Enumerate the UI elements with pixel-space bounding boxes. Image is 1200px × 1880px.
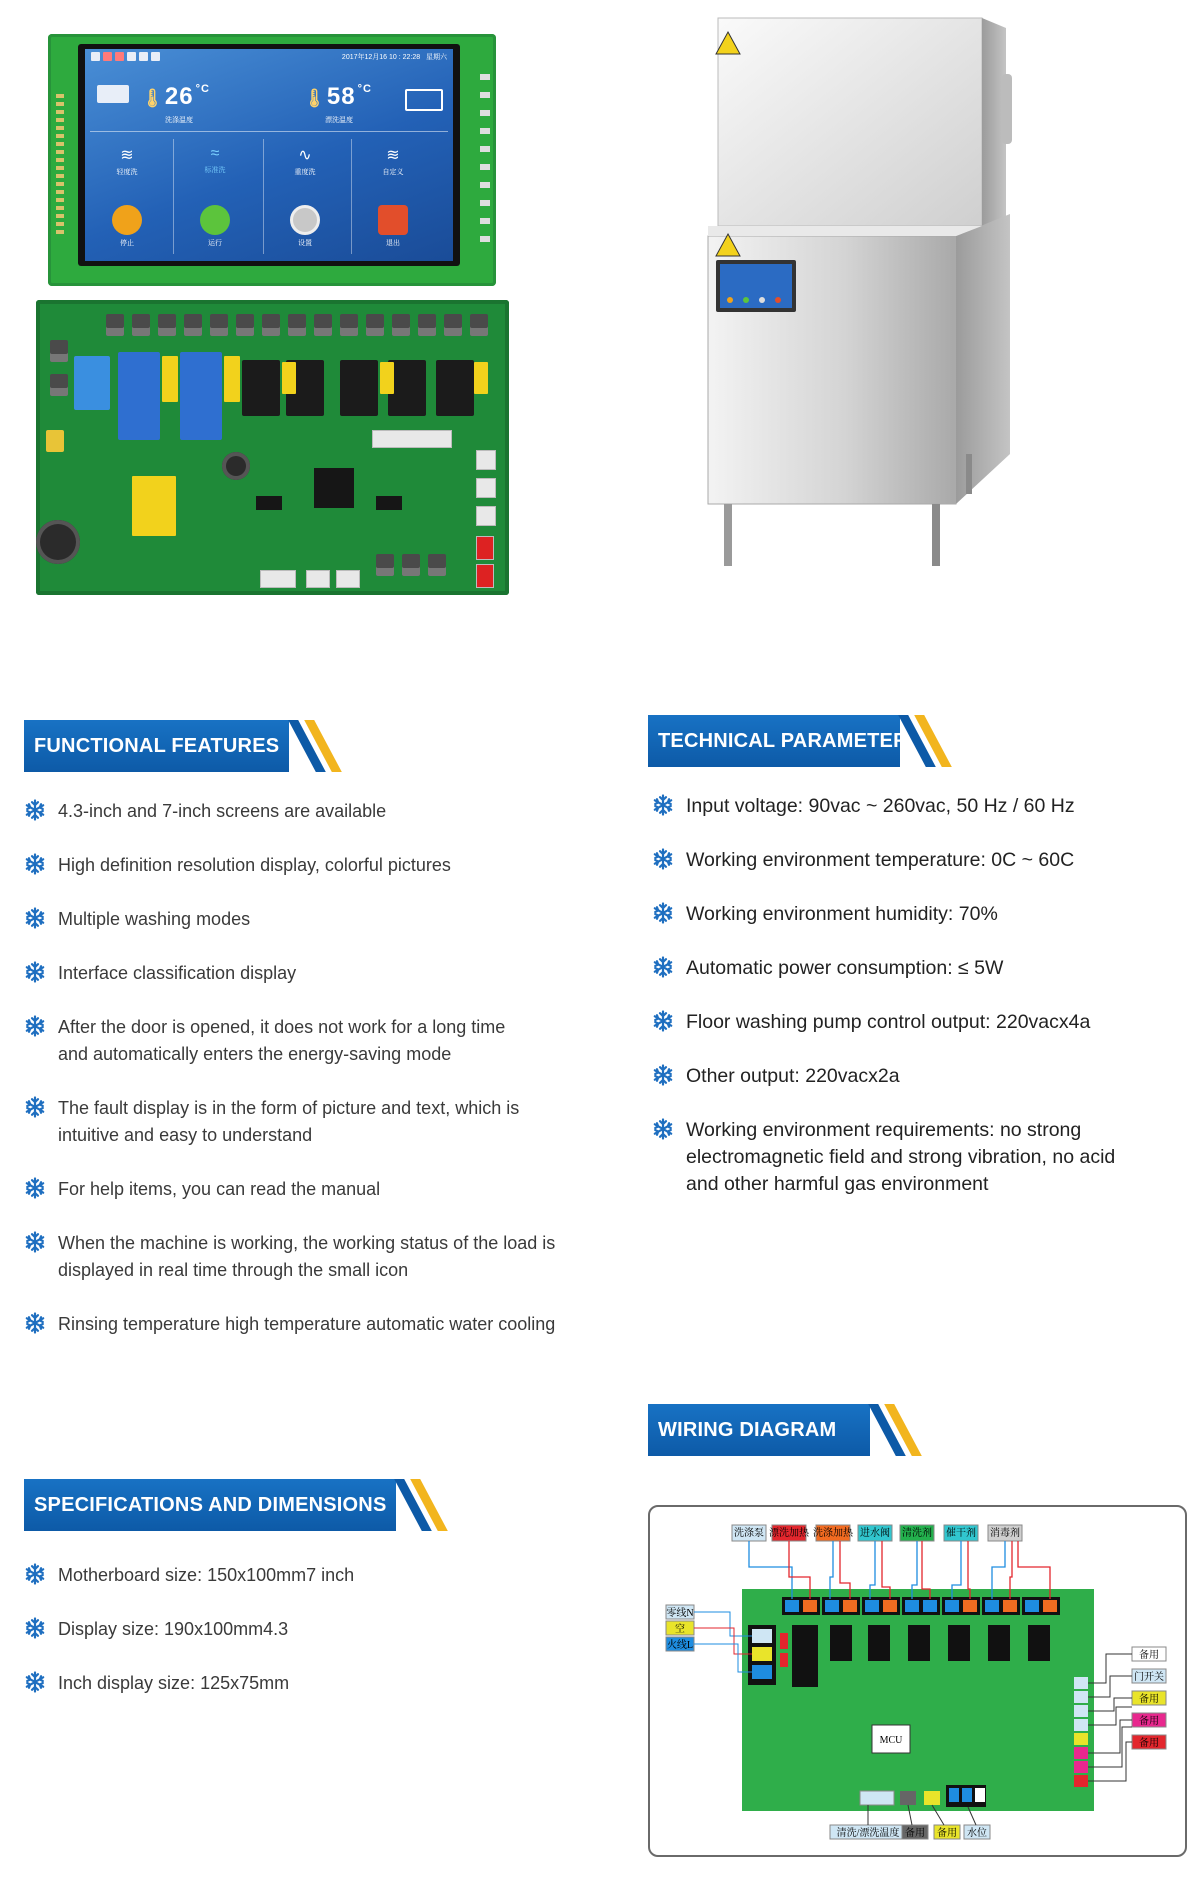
functional-features-title: FUNCTIONAL FEATURES	[34, 735, 280, 757]
snowflake-bullet-icon	[652, 956, 674, 978]
board-outline	[742, 1589, 1094, 1811]
control-board-photo	[36, 300, 509, 595]
wiring-diagram-title: WIRING DIAGRAM	[658, 1419, 837, 1441]
hmi-display-photo	[48, 34, 496, 286]
wiring-diagram	[648, 1505, 1187, 1857]
svg-text:零线N: 零线N	[666, 1608, 694, 1619]
dishwasher-photo	[706, 14, 1014, 566]
hmi-rinse-temp: 🌡58 $^{^\circ C}$	[303, 83, 372, 110]
list-item: Input voltage: 90vac ~ 260vac, 50 Hz / 60 Hz	[652, 793, 1075, 820]
snowflake-bullet-icon	[24, 907, 46, 929]
stop-button[interactable]: 停止	[97, 205, 157, 248]
specifications-title: SPECIFICATIONS AND DIMENSIONS	[34, 1494, 387, 1516]
specifications-header	[24, 1479, 444, 1531]
snowflake-bullet-icon	[24, 1617, 46, 1639]
list-item: For help items, you can read the manual	[24, 1176, 380, 1203]
hmi-status-icons	[91, 52, 163, 63]
list-item: Floor washing pump control output: 220vacx4a	[652, 1009, 1090, 1036]
svg-text:进水阀: 进水阀	[860, 1528, 890, 1539]
list-item: Working environment requirements: no strong electromagnetic field and strong vibration, no acid and other harmful gas environment	[652, 1117, 1115, 1198]
wiring-diagram-header	[648, 1404, 918, 1456]
mode-custom[interactable]: ≋ 自定义	[382, 147, 404, 176]
snowflake-bullet-icon	[24, 961, 46, 983]
list-item: The fault display is in the form of picture and text, which is intuitive and easy to understand	[24, 1095, 519, 1149]
svg-text:备用: 备用	[905, 1828, 925, 1839]
snowflake-bullet-icon	[24, 1312, 46, 1334]
list-item: Working environment humidity: 70%	[652, 901, 998, 928]
svg-text:消毒剂: 消毒剂	[990, 1528, 1020, 1539]
svg-text:洗涤泵: 洗涤泵	[734, 1528, 764, 1539]
snowflake-bullet-icon	[652, 1010, 674, 1032]
snowflake-bullet-icon	[24, 853, 46, 875]
svg-text:空: 空	[675, 1624, 685, 1635]
functional-features-header	[24, 720, 334, 772]
list-item: High definition resolution display, colorful pictures	[24, 852, 451, 879]
snowflake-bullet-icon	[24, 1231, 46, 1253]
svg-text:备用: 备用	[1139, 1738, 1159, 1749]
list-item: Display size: 190x100mm4.3	[24, 1616, 288, 1643]
hmi-screen-bezel	[78, 44, 460, 266]
left-labels	[666, 1605, 752, 1672]
tank-icon	[405, 89, 443, 111]
list-item: Other output: 220vacx2a	[652, 1063, 900, 1090]
list-item: 4.3-inch and 7-inch screens are available	[24, 798, 386, 825]
wiring-diagram-svg	[650, 1507, 1185, 1855]
list-item: Interface classification display	[24, 960, 296, 987]
hmi-wash-temp: 🌡26 $^{^\circ C}$	[141, 83, 210, 110]
hmi-weekday: 星期六	[426, 54, 447, 61]
run-button[interactable]: 运行	[185, 205, 245, 248]
top-terminals	[782, 1597, 1060, 1615]
snowflake-bullet-icon	[652, 794, 674, 816]
list-item: Working environment temperature: 0C ~ 60C	[652, 847, 1074, 874]
right-labels	[1088, 1647, 1166, 1781]
hmi-rinse-label: 漂洗温度	[325, 117, 353, 124]
list-item: Automatic power consumption: ≤ 5W	[652, 955, 1003, 982]
mode-light-wash[interactable]: ≋ 轻度洗	[116, 147, 138, 176]
dish-basket-icon	[97, 85, 129, 103]
list-item: When the machine is working, the working status of the load is displayed in real time through the small icon	[24, 1230, 555, 1284]
exit-button[interactable]: 退出	[363, 205, 423, 248]
mode-heavy-wash[interactable]: ∿ 重度洗	[294, 147, 316, 176]
hmi-datetime: 2017年12月16 10 : 22:28	[341, 54, 421, 61]
svg-text:清洗/漂洗温度: 清洗/漂洗温度	[836, 1828, 900, 1839]
svg-text:催干剂: 催干剂	[946, 1528, 976, 1539]
snowflake-bullet-icon	[652, 1118, 674, 1140]
svg-text:备用: 备用	[1139, 1716, 1159, 1727]
svg-text:漂洗加热: 漂洗加热	[769, 1528, 809, 1539]
technical-parameter-title: TECHNICAL PARAMETER	[658, 730, 908, 752]
svg-text:备用: 备用	[1139, 1650, 1159, 1661]
svg-text:备用: 备用	[937, 1828, 957, 1839]
snowflake-bullet-icon	[652, 902, 674, 924]
technical-parameter-header	[648, 715, 958, 767]
svg-text:备用: 备用	[1139, 1694, 1159, 1705]
snowflake-bullet-icon	[24, 1015, 46, 1037]
svg-text:火线L: 火线L	[666, 1640, 694, 1651]
list-item: Rinsing temperature high temperature automatic water cooling	[24, 1311, 555, 1338]
snowflake-bullet-icon	[652, 1064, 674, 1086]
list-item: After the door is opened, it does not work for a long time and automatically enters the energy-saving mode	[24, 1014, 505, 1068]
hmi-wash-label: 洗涤温度	[165, 117, 193, 124]
list-item: Motherboard size: 150x100mm7 inch	[24, 1562, 354, 1589]
snowflake-bullet-icon	[24, 799, 46, 821]
mode-standard-wash[interactable]: ≈ 标准洗	[204, 145, 226, 174]
hmi-lcd	[85, 49, 453, 261]
snowflake-bullet-icon	[24, 1671, 46, 1693]
svg-text:水位: 水位	[967, 1828, 987, 1839]
snowflake-bullet-icon	[652, 848, 674, 870]
list-item: Inch display size: 125x75mm	[24, 1670, 289, 1697]
snowflake-bullet-icon	[24, 1563, 46, 1585]
svg-text:洗涤加热: 洗涤加热	[813, 1528, 853, 1539]
snowflake-bullet-icon	[24, 1096, 46, 1118]
snowflake-bullet-icon	[24, 1177, 46, 1199]
top-labels	[732, 1525, 1022, 1541]
settings-button[interactable]: 设置	[275, 205, 335, 248]
list-item: Multiple washing modes	[24, 906, 250, 933]
svg-text:清洗剂: 清洗剂	[902, 1528, 932, 1539]
mcu-label: MCU	[879, 1735, 903, 1746]
svg-text:门开关: 门开关	[1134, 1672, 1164, 1683]
